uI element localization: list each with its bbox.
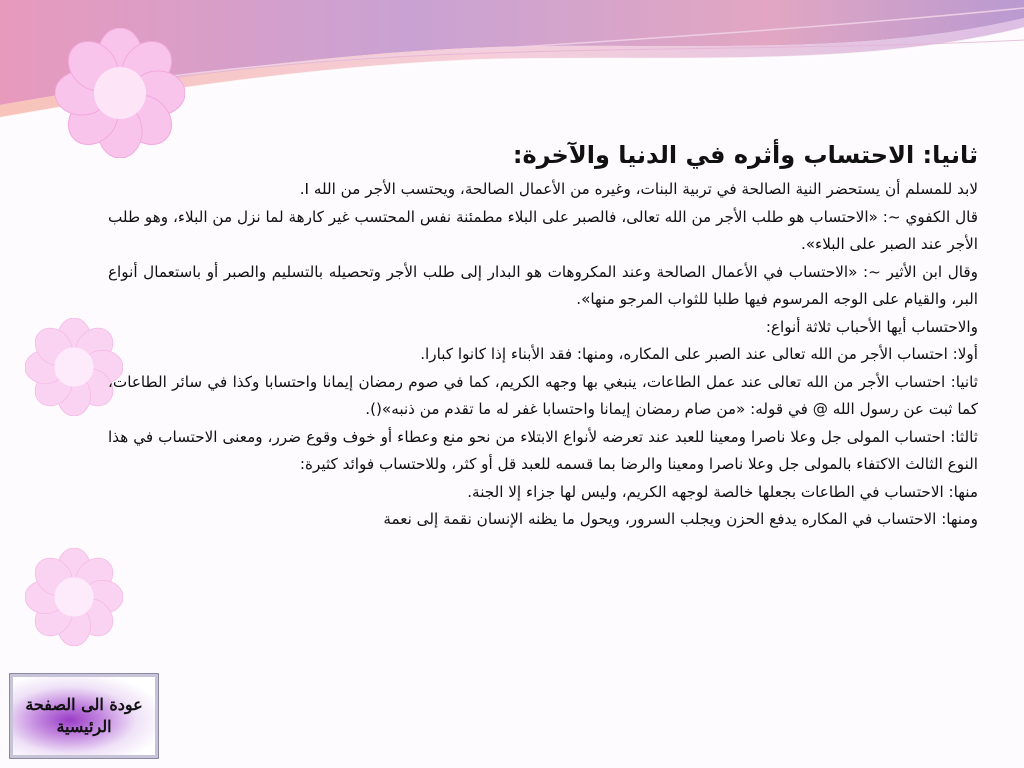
paragraph-types-intro: والاحتساب أيها الأحباب ثلاثة أنواع: [765, 317, 978, 336]
paragraph-benefit-one: منها: الاحتساب في الطاعات بجعلها خالصة لوجهه الكريم، وليس لها جزاء إلا الجنة. [467, 482, 978, 501]
paragraph-kafawi-quote: قال الكفوي ~: «الاحتساب هو طلب الأجر من الله تعالى، فالصبر على البلاء مطمئنة نفس المحتسب غير كارهة لما نزل من البلاء، وهو طلب الأجر عند الصبر على البلاء». [108, 207, 978, 253]
slide-heading: ثانيا: الاحتساب وأثره في الدنيا والآخرة: [512, 141, 978, 169]
slide-content [108, 138, 978, 534]
paragraph-type-second: ثانيا: احتساب الأجر من الله تعالى عند عمل الطاعات، ينبغي بها وجهه الكريم، كما في صوم رمضان إيمانا واحتسابا وكذا في سائر الطاعات، كما ثبت عن رسول الله @ في قوله: «من صام رمضان إيمانا واحتسابا غفر له ما تقدم من ذنبه»(). [108, 372, 978, 418]
home-page-button[interactable] [10, 674, 158, 758]
paragraph-ibn-athir-quote: وقال ابن الأثير ~: «الاحتساب في الأعمال الصالحة وعند المكروهات هو البدار إلى طلب الأجر وتحصيله بالتسليم والصبر أو باستعمال أنواع البر، والقيام على الوجه المرسوم فيها طلبا للثواب المرجو منها». [108, 262, 978, 308]
paragraph-benefit-two: ومنها: الاحتساب في المكاره يدفع الحزن ويجلب السرور، ويحول ما يظنه الإنسان نقمة إلى نعمة [383, 510, 978, 528]
flower-icon [25, 548, 123, 646]
home-page-button-label: عودة الى الصفحة الرئيسية [25, 695, 143, 736]
paragraph-type-third: ثالثا: احتساب المولى جل وعلا ناصرا ومعينا للعبد عند تعرضه لأنواع الابتلاء من نحو منع وعطاء أو خوف وقوع ضرر، ومعنى الاحتساب في هذا النوع الثالث الاكتفاء بالمولى جل وعلا ناصرا ومعينا والرضا بما قسمه للعبد قل أو كثر، وللاحتساب فوائد كثيرة: [108, 427, 978, 473]
paragraph-intro: لابد للمسلم أن يستحضر النية الصالحة في تربية البنات، وغيره من الأعمال الصالحة، ويحتسب الأجر من الله I. [299, 180, 978, 198]
paragraph-type-first: أولا: احتساب الأجر من الله تعالى عند الصبر على المكاره، ومنها: فقد الأبناء إذا كانوا كبارا. [420, 345, 978, 363]
